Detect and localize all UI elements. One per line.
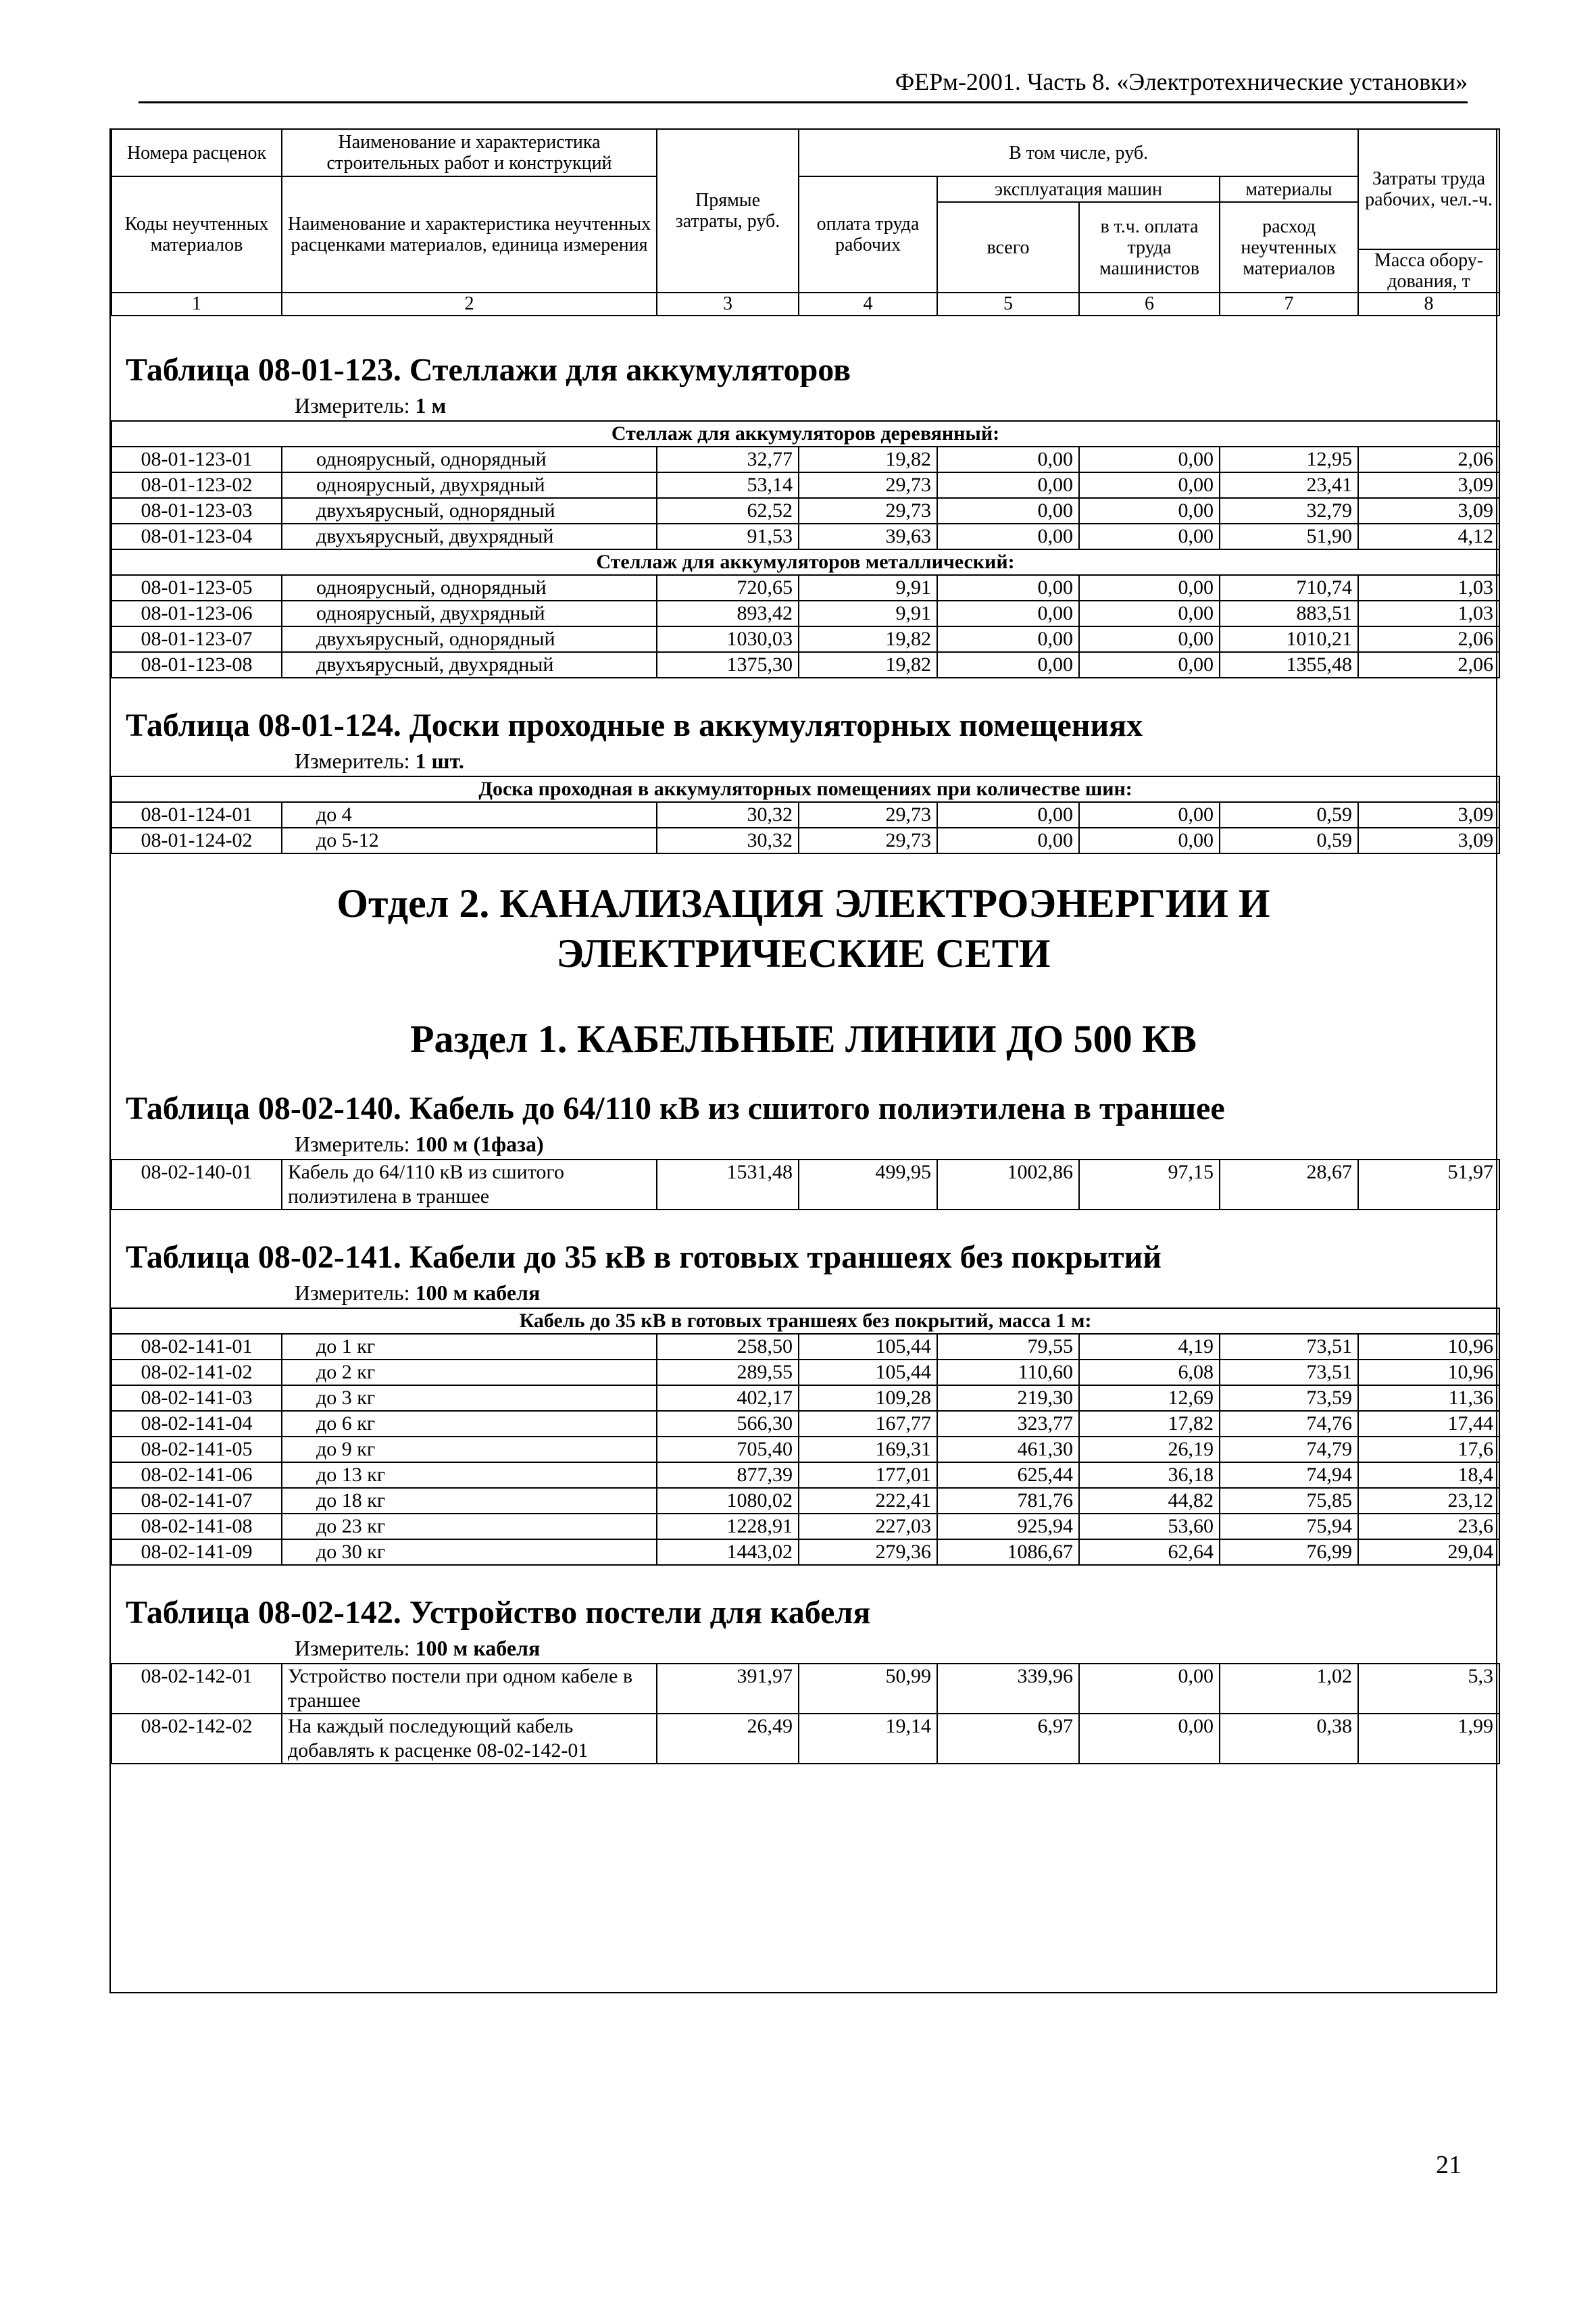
direct-costs: 91,53 — [657, 524, 799, 549]
labor-hours: 5,3 — [1358, 1664, 1499, 1714]
labor-pay: 105,44 — [799, 1360, 937, 1385]
meter-label: Измеритель: — [295, 1280, 410, 1305]
header-machines-labor: в т.ч. оплата труда машинистов — [1079, 202, 1220, 293]
rate-code: 08-01-123-04 — [111, 524, 282, 549]
header-machines-total: всего — [937, 202, 1079, 293]
machines-labor: 53,60 — [1079, 1514, 1220, 1539]
header-rate-numbers: Номера расценок — [111, 129, 282, 176]
table-row — [111, 1411, 1499, 1437]
labor-pay: 9,91 — [799, 575, 937, 601]
header-labor-costs: Затраты труда рабочих, чел.-ч. — [1358, 129, 1499, 249]
labor-pay: 169,31 — [799, 1437, 937, 1462]
machines-total: 461,30 — [937, 1437, 1079, 1462]
materials: 73,51 — [1220, 1334, 1358, 1360]
rate-code: 08-02-141-02 — [111, 1360, 282, 1385]
header-equipment-mass: Масса обору-дования, т — [1358, 249, 1499, 293]
table-row — [111, 447, 1499, 472]
table-row — [111, 828, 1499, 853]
page-number: 21 — [1436, 2151, 1462, 2179]
table-row — [111, 1664, 1499, 1714]
labor-pay: 177,01 — [799, 1462, 937, 1488]
header-materials-unaccounted: расход неучтенных материалов — [1220, 202, 1358, 293]
rate-table-section — [111, 1566, 1496, 1764]
labor-hours: 1,03 — [1358, 575, 1499, 601]
header-machines: эксплуатация машин — [937, 176, 1220, 202]
materials: 0,38 — [1220, 1714, 1358, 1764]
machines-labor: 36,18 — [1079, 1462, 1220, 1488]
table-row — [111, 1160, 1499, 1210]
table-row — [111, 1360, 1499, 1385]
machines-total: 0,00 — [937, 626, 1079, 652]
materials: 1010,21 — [1220, 626, 1358, 652]
rate-name: Устройство постели при одном кабеле в траншее — [282, 1664, 657, 1714]
rate-code: 08-02-140-01 — [111, 1160, 282, 1210]
machines-labor: 0,00 — [1079, 447, 1220, 472]
labor-pay: 227,03 — [799, 1514, 937, 1539]
labor-pay: 222,41 — [799, 1488, 937, 1514]
direct-costs: 53,14 — [657, 472, 799, 498]
machines-total: 1086,67 — [937, 1539, 1079, 1565]
rate-name: до 18 кг — [282, 1488, 657, 1514]
group-subheading: Стеллаж для аккумуляторов металлический: — [111, 549, 1499, 575]
labor-pay: 29,73 — [799, 498, 937, 524]
machines-total: 781,76 — [937, 1488, 1079, 1514]
direct-costs: 1443,02 — [657, 1539, 799, 1565]
labor-pay: 19,14 — [799, 1714, 937, 1764]
rate-table-section — [111, 1062, 1496, 1210]
machines-total: 0,00 — [937, 652, 1079, 678]
labor-hours: 17,6 — [1358, 1437, 1499, 1462]
rate-code: 08-01-123-01 — [111, 447, 282, 472]
table-title: Таблица 08-01-124. Доски проходные в аккумуляторных помещениях — [126, 707, 1143, 743]
materials: 1355,48 — [1220, 652, 1358, 678]
machines-labor: 0,00 — [1079, 498, 1220, 524]
table-row — [111, 626, 1499, 652]
col-number: 8 — [1358, 293, 1499, 316]
rate-name: до 23 кг — [282, 1514, 657, 1539]
rate-code: 08-02-141-06 — [111, 1462, 282, 1488]
rate-code: 08-01-123-07 — [111, 626, 282, 652]
machines-labor: 0,00 — [1079, 626, 1220, 652]
header-materials: материалы — [1220, 176, 1358, 202]
direct-costs: 391,97 — [657, 1664, 799, 1714]
table-row — [111, 1514, 1499, 1539]
labor-pay: 279,36 — [799, 1539, 937, 1565]
labor-hours: 2,06 — [1358, 652, 1499, 678]
machines-labor: 0,00 — [1079, 1714, 1220, 1764]
rate-code: 08-01-123-03 — [111, 498, 282, 524]
department-heading: Отдел 2. КАНАЛИЗАЦИЯ ЭЛЕКТРОЭНЕРГИИ И ЭЛЕКТРИЧЕСКИЕ СЕТИ — [336, 881, 1270, 976]
labor-pay: 29,73 — [799, 828, 937, 853]
table-row — [111, 524, 1499, 549]
meter-value: 1 шт. — [415, 749, 464, 773]
header-including: В том числе, руб. — [799, 129, 1358, 176]
rate-code: 08-02-141-09 — [111, 1539, 282, 1565]
machines-total: 0,00 — [937, 802, 1079, 828]
machines-total: 0,00 — [937, 447, 1079, 472]
table-title: Таблица 08-01-123. Стеллажи для аккумуляторов — [126, 352, 851, 388]
rate-name: двухъярусный, двухрядный — [282, 524, 657, 549]
col-number: 2 — [282, 293, 657, 316]
rate-name: одноярусный, двухрядный — [282, 472, 657, 498]
materials: 710,74 — [1220, 575, 1358, 601]
tables-block-a — [111, 316, 1496, 854]
rate-table — [111, 1159, 1500, 1210]
meter-label: Измеритель: — [295, 393, 410, 418]
table-title: Таблица 08-02-142. Устройство постели для кабеля — [126, 1595, 871, 1631]
machines-total: 0,00 — [937, 498, 1079, 524]
col-number: 1 — [111, 293, 282, 316]
machines-total: 0,00 — [937, 472, 1079, 498]
rate-table-section — [111, 1210, 1496, 1566]
table-meter — [111, 391, 1496, 420]
machines-total: 110,60 — [937, 1360, 1079, 1385]
materials: 0,59 — [1220, 802, 1358, 828]
labor-pay: 105,44 — [799, 1334, 937, 1360]
machines-labor: 0,00 — [1079, 652, 1220, 678]
labor-hours: 1,03 — [1358, 601, 1499, 626]
machines-labor: 6,08 — [1079, 1360, 1220, 1385]
labor-pay: 9,91 — [799, 601, 937, 626]
direct-costs: 1030,03 — [657, 626, 799, 652]
machines-total: 0,00 — [937, 601, 1079, 626]
meter-value: 100 м кабеля — [415, 1636, 541, 1660]
rate-name: одноярусный, двухрядный — [282, 601, 657, 626]
labor-pay: 499,95 — [799, 1160, 937, 1210]
meter-label: Измеритель: — [295, 749, 410, 773]
rate-name: На каждый последующий кабель добавлять к расценке 08-02-142-01 — [282, 1714, 657, 1764]
table-row — [111, 1714, 1499, 1764]
labor-hours: 10,96 — [1358, 1334, 1499, 1360]
materials: 74,79 — [1220, 1437, 1358, 1462]
labor-pay: 19,82 — [799, 447, 937, 472]
rate-code: 08-01-123-06 — [111, 601, 282, 626]
machines-total: 339,96 — [937, 1664, 1079, 1714]
table-row — [111, 1385, 1499, 1411]
rate-code: 08-01-123-08 — [111, 652, 282, 678]
header-material-codes: Коды неучтенных материалов — [111, 176, 282, 293]
table-row — [111, 1334, 1499, 1360]
direct-costs: 1080,02 — [657, 1488, 799, 1514]
labor-hours: 17,44 — [1358, 1411, 1499, 1437]
direct-costs: 289,55 — [657, 1360, 799, 1385]
machines-labor: 0,00 — [1079, 575, 1220, 601]
direct-costs: 30,32 — [657, 802, 799, 828]
materials: 12,95 — [1220, 447, 1358, 472]
rate-name: Кабель до 64/110 кВ из сшитого полиэтилена в траншее — [282, 1160, 657, 1210]
labor-hours: 3,09 — [1358, 802, 1499, 828]
col-number: 7 — [1220, 293, 1358, 316]
labor-pay: 50,99 — [799, 1664, 937, 1714]
running-head: ФЕРм-2001. Часть 8. «Электротехнические установки» — [895, 68, 1468, 95]
group-subheading: Доска проходная в аккумуляторных помещениях при количестве шин: — [111, 776, 1499, 802]
machines-total: 1002,86 — [937, 1160, 1079, 1210]
rate-code: 08-02-141-08 — [111, 1514, 282, 1539]
direct-costs: 1531,48 — [657, 1160, 799, 1210]
labor-pay: 109,28 — [799, 1385, 937, 1411]
header-work-name: Наименование и характеристика строительных работ и конструкций — [282, 129, 657, 176]
group-subheading: Стеллаж для аккумуляторов деревянный: — [111, 421, 1499, 447]
materials: 0,59 — [1220, 828, 1358, 853]
rate-code: 08-02-141-05 — [111, 1437, 282, 1462]
machines-labor: 62,64 — [1079, 1539, 1220, 1565]
table-row — [111, 1462, 1499, 1488]
direct-costs: 32,77 — [657, 447, 799, 472]
rate-code: 08-02-141-04 — [111, 1411, 282, 1437]
direct-costs: 30,32 — [657, 828, 799, 853]
table-row — [111, 652, 1499, 678]
machines-total: 0,00 — [937, 828, 1079, 853]
machines-total: 323,77 — [937, 1411, 1079, 1437]
machines-total: 219,30 — [937, 1385, 1079, 1411]
labor-pay: 19,82 — [799, 652, 937, 678]
rate-name: до 30 кг — [282, 1539, 657, 1565]
section-heading: Раздел 1. КАБЕЛЬНЫЕ ЛИНИИ ДО 500 КВ — [410, 1017, 1197, 1061]
rate-table — [111, 1308, 1500, 1566]
table-meter — [111, 1278, 1496, 1308]
machines-total: 6,97 — [937, 1714, 1079, 1764]
machines-labor: 17,82 — [1079, 1411, 1220, 1437]
machines-labor: 12,69 — [1079, 1385, 1220, 1411]
labor-hours: 23,12 — [1358, 1488, 1499, 1514]
machines-total: 625,44 — [937, 1462, 1079, 1488]
machines-total: 925,94 — [937, 1514, 1079, 1539]
labor-pay: 19,82 — [799, 626, 937, 652]
materials: 32,79 — [1220, 498, 1358, 524]
rate-name: до 6 кг — [282, 1411, 657, 1437]
rate-name: до 9 кг — [282, 1437, 657, 1462]
materials: 73,51 — [1220, 1360, 1358, 1385]
machines-labor: 26,19 — [1079, 1437, 1220, 1462]
labor-hours: 18,4 — [1358, 1462, 1499, 1488]
materials: 51,90 — [1220, 524, 1358, 549]
direct-costs: 893,42 — [657, 601, 799, 626]
table-meter — [111, 1129, 1496, 1159]
labor-pay: 167,77 — [799, 1411, 937, 1437]
column-header-table — [111, 128, 1500, 316]
materials: 75,85 — [1220, 1488, 1358, 1514]
direct-costs: 26,49 — [657, 1714, 799, 1764]
direct-costs: 720,65 — [657, 575, 799, 601]
meter-value: 1 м — [415, 393, 447, 418]
labor-pay: 29,73 — [799, 472, 937, 498]
table-row — [111, 601, 1499, 626]
rate-code: 08-01-124-02 — [111, 828, 282, 853]
meter-value: 100 м (1фаза) — [415, 1132, 544, 1156]
table-row — [111, 472, 1499, 498]
rate-table-section — [111, 316, 1496, 678]
table-row — [111, 498, 1499, 524]
labor-hours: 4,12 — [1358, 524, 1499, 549]
meter-label: Измеритель: — [295, 1132, 410, 1156]
rate-name: двухъярусный, однорядный — [282, 498, 657, 524]
materials: 75,94 — [1220, 1514, 1358, 1539]
machines-total: 79,55 — [937, 1334, 1079, 1360]
labor-hours: 11,36 — [1358, 1385, 1499, 1411]
table-row — [111, 802, 1499, 828]
labor-hours: 1,99 — [1358, 1714, 1499, 1764]
rate-name: до 5-12 — [282, 828, 657, 853]
rate-code: 08-02-141-07 — [111, 1488, 282, 1514]
table-row — [111, 1539, 1499, 1565]
col-number: 6 — [1079, 293, 1220, 316]
labor-pay: 29,73 — [799, 802, 937, 828]
labor-hours: 3,09 — [1358, 828, 1499, 853]
rate-code: 08-02-142-02 — [111, 1714, 282, 1764]
machines-labor: 97,15 — [1079, 1160, 1220, 1210]
rate-name: двухъярусный, двухрядный — [282, 652, 657, 678]
labor-hours: 2,06 — [1358, 626, 1499, 652]
labor-hours: 2,06 — [1358, 447, 1499, 472]
header-direct-costs: Прямые затраты, руб. — [657, 129, 799, 293]
rate-code: 08-01-124-01 — [111, 802, 282, 828]
rate-name: до 2 кг — [282, 1360, 657, 1385]
meter-value: 100 м кабеля — [415, 1280, 541, 1305]
header-rule — [139, 101, 1468, 103]
materials: 76,99 — [1220, 1539, 1358, 1565]
materials: 28,67 — [1220, 1160, 1358, 1210]
group-subheading: Кабель до 35 кВ в готовых траншеях без покрытий, масса 1 м: — [111, 1308, 1499, 1334]
labor-hours: 3,09 — [1358, 498, 1499, 524]
machines-total: 0,00 — [937, 575, 1079, 601]
rates-frame — [109, 128, 1497, 1993]
direct-costs: 402,17 — [657, 1385, 799, 1411]
machines-labor: 0,00 — [1079, 802, 1220, 828]
labor-hours: 3,09 — [1358, 472, 1499, 498]
rate-name: до 13 кг — [282, 1462, 657, 1488]
header-material-name: Наименование и характеристика неучтенных расценками материалов, единица измерения — [282, 176, 657, 293]
rate-name: до 1 кг — [282, 1334, 657, 1360]
table-meter — [111, 746, 1496, 776]
materials: 23,41 — [1220, 472, 1358, 498]
materials: 74,76 — [1220, 1411, 1358, 1437]
machines-labor: 0,00 — [1079, 1664, 1220, 1714]
col-number: 4 — [799, 293, 937, 316]
machines-labor: 0,00 — [1079, 524, 1220, 549]
direct-costs: 1228,91 — [657, 1514, 799, 1539]
table-meter — [111, 1633, 1496, 1663]
materials: 73,59 — [1220, 1385, 1358, 1411]
machines-labor: 0,00 — [1079, 472, 1220, 498]
materials: 883,51 — [1220, 601, 1358, 626]
rate-name: одноярусный, однорядный — [282, 447, 657, 472]
labor-pay: 39,63 — [799, 524, 937, 549]
rate-code: 08-01-123-05 — [111, 575, 282, 601]
machines-labor: 0,00 — [1079, 828, 1220, 853]
table-row — [111, 575, 1499, 601]
rate-table-section — [111, 678, 1496, 854]
direct-costs: 877,39 — [657, 1462, 799, 1488]
machines-total: 0,00 — [937, 524, 1079, 549]
direct-costs: 1375,30 — [657, 652, 799, 678]
rate-code: 08-02-142-01 — [111, 1664, 282, 1714]
direct-costs: 705,40 — [657, 1437, 799, 1462]
rate-code: 08-02-141-03 — [111, 1385, 282, 1411]
direct-costs: 258,50 — [657, 1334, 799, 1360]
meter-label: Измеритель: — [295, 1636, 410, 1660]
labor-hours: 29,04 — [1358, 1539, 1499, 1565]
machines-labor: 0,00 — [1079, 601, 1220, 626]
col-number: 3 — [657, 293, 799, 316]
materials: 74,94 — [1220, 1462, 1358, 1488]
materials: 1,02 — [1220, 1664, 1358, 1714]
rate-name: до 3 кг — [282, 1385, 657, 1411]
rate-name: одноярусный, однорядный — [282, 575, 657, 601]
header-labor-pay: оплата труда рабочих — [799, 176, 937, 293]
rate-name: двухъярусный, однорядный — [282, 626, 657, 652]
rate-table — [111, 420, 1500, 678]
direct-costs: 566,30 — [657, 1411, 799, 1437]
table-title: Таблица 08-02-140. Кабель до 64/110 кВ из сшитого полиэтилена в траншее — [126, 1091, 1225, 1126]
direct-costs: 62,52 — [657, 498, 799, 524]
table-row — [111, 1437, 1499, 1462]
labor-hours: 51,97 — [1358, 1160, 1499, 1210]
tables-block-b — [111, 1062, 1496, 1764]
machines-labor: 44,82 — [1079, 1488, 1220, 1514]
labor-hours: 23,6 — [1358, 1514, 1499, 1539]
rate-table — [111, 776, 1500, 854]
rate-code: 08-01-123-02 — [111, 472, 282, 498]
rate-table — [111, 1663, 1500, 1764]
labor-hours: 10,96 — [1358, 1360, 1499, 1385]
col-number: 5 — [937, 293, 1079, 316]
rate-name: до 4 — [282, 802, 657, 828]
table-title: Таблица 08-02-141. Кабели до 35 кВ в готовых траншеях без покрытий — [126, 1239, 1162, 1275]
rate-code: 08-02-141-01 — [111, 1334, 282, 1360]
table-row — [111, 1488, 1499, 1514]
machines-labor: 4,19 — [1079, 1334, 1220, 1360]
